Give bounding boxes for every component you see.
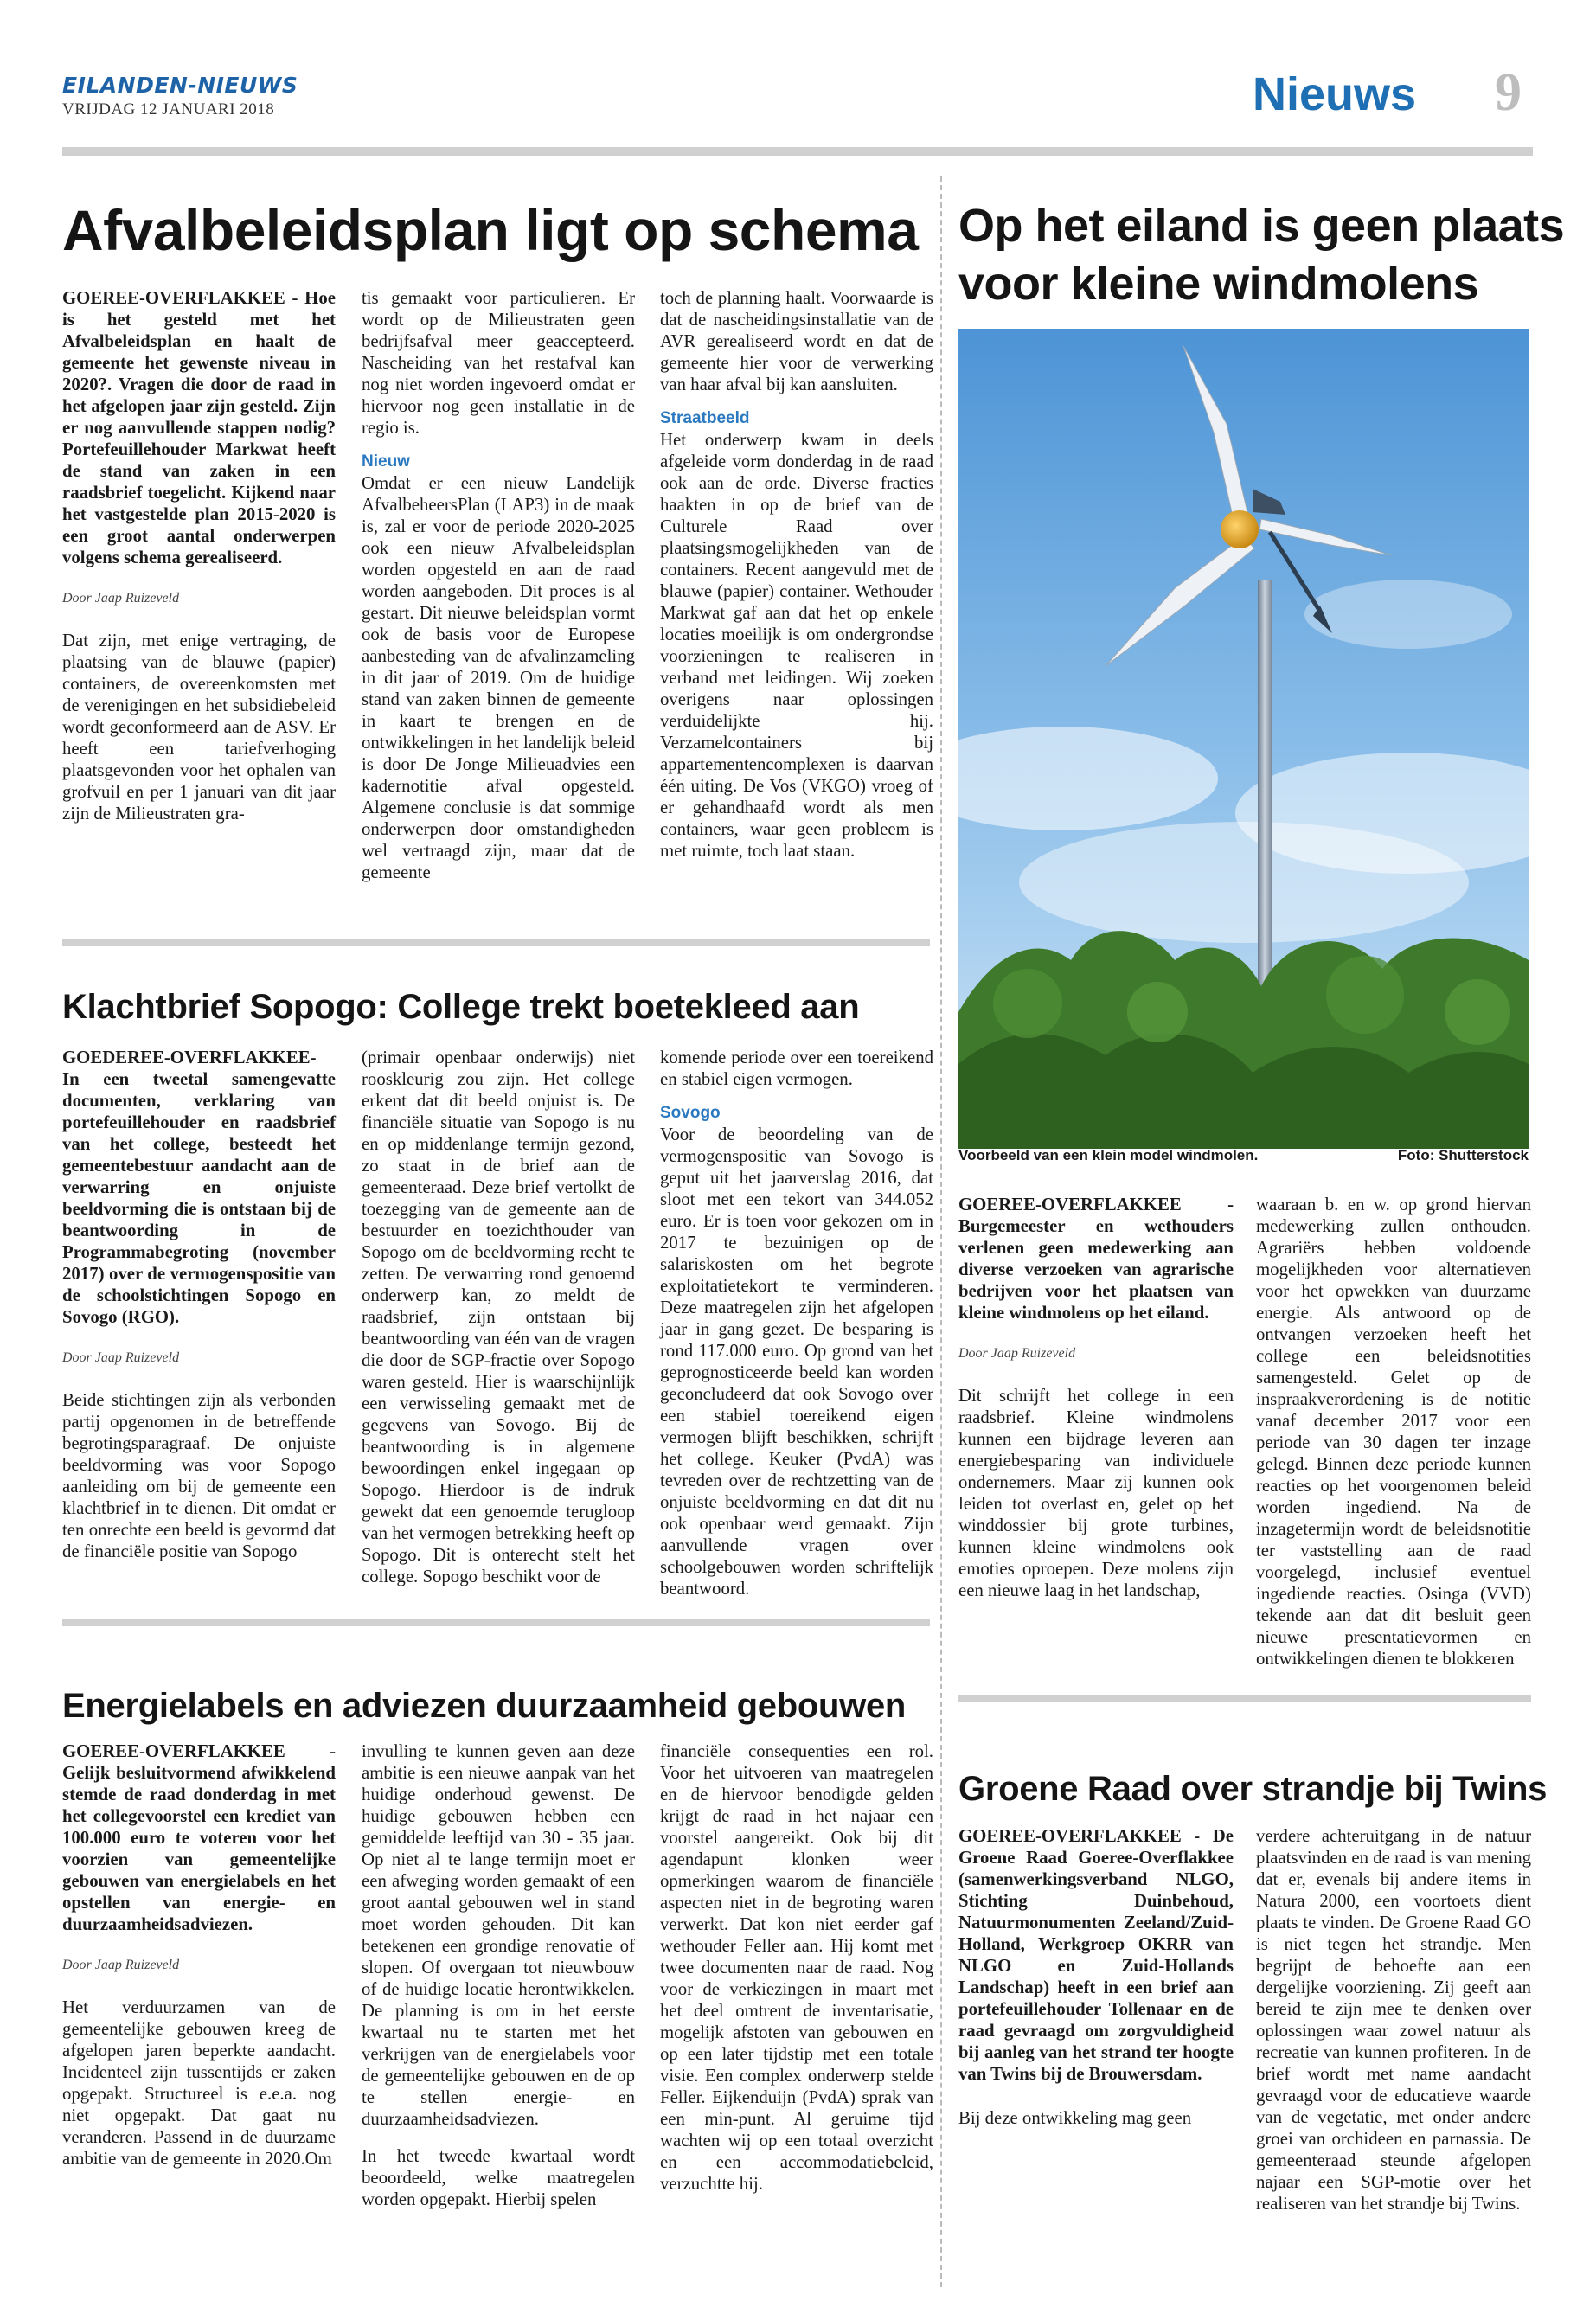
article-title-energielabels: Energielabels en adviezen duurzaamheid gebouwen <box>62 1687 907 1725</box>
article-title-klachtbrief: Klachtbrief Sopogo: College trekt boetekleed aan <box>62 988 860 1026</box>
photo-credit: Foto: Shutterstock <box>1397 1147 1529 1163</box>
photo-caption <box>958 1147 1529 1164</box>
article-rule <box>62 939 930 946</box>
issue-date: VRIJDAG 12 JANUARI 2018 <box>62 100 275 119</box>
article4-byline: Door Jaap Ruizeveld <box>958 1346 1076 1361</box>
article3-col2 <box>362 1740 635 2210</box>
article1-col2 <box>362 287 635 883</box>
article2-byline: Door Jaap Ruizeveld <box>62 1350 180 1365</box>
article3-col2-body-b: In het tweede kwartaal wordt beoordeeld, welke maatregelen worden opgepakt. Hierbij spelen <box>362 2146 635 2209</box>
article4-lead: GOEREE-OVERFLAKKEE - Burgemeester en wethouders verlenen geen medewerking aan diverse verzoeken van agrarische bedrijven voor het plaatsen van kleine windmolens op het eiland. <box>958 1195 1234 1323</box>
article4-col2-body: waaraan b. en w. op grond hiervan medewerking zullen onthouden. Agrariërs hebben voldoende mogelijkheden voor alternatieven voor het opwekken van duurzame energie. Als antwoord op de ontvangen verzoeken heeft het college een beleidsnotities samengesteld. Gelet op de inspraakverordening is de notitie vanaf december 2017 voor een periode van 30 dagen ter inzage gelegd. Binnen deze periode kunnen reacties op het voorgenomen beleid worden ingediend. Na de inzagetermijn wordt de beleidsnotitie ter vaststelling aan de raad voorgelegd, inclusief eventuel ingediende reacties. Osinga (VVD) tekende aan dat dit besluit geen nieuwe presentatievormen en ontwikkelingen dienen te blokkeren <box>1256 1195 1531 1669</box>
article3-col3 <box>660 1740 933 2195</box>
article2-lead: GOEDEREE-OVERFLAKKEE- In een tweetal samengevatte documenten, verklaring van portefeuillehouder en raadsbrief van het college, besteedt het gemeentebestuur aandacht aan de verwarring en onjuiste beeldvorming die is ontstaan bij de beantwoording in de Programmabegroting (november 2017) over de vermogenspositie van de schoolstichtingen Sopogo en Sovogo (RGO). <box>62 1048 336 1327</box>
windmill-illustration <box>958 329 1529 1149</box>
article3-lead: GOEREE-OVERFLAKKEE - Gelijk besluitvormend afwikkelend stemde de raad donderdag in met het collegevoorstel een krediet van 100.000 euro te voteren voor het voorzien van gemeentelijke gebouwen van energielabels en het opstellen van energie- en duurzaamheidsadviezen. <box>62 1741 336 1934</box>
article5-col1-body: Bij deze ontwikkeling mag geen <box>958 2108 1192 2128</box>
article1-subhead-straatbeeld: Straatbeeld <box>660 409 750 427</box>
article3-col1 <box>62 1740 336 2170</box>
article5-col1 <box>958 1825 1234 2129</box>
caption-text: Voorbeeld van een klein model windmolen. <box>958 1147 1259 1163</box>
article2-col3-body: Voor de beoordeling van de vermogenspositie van Sovogo is geput uit het jaarverslag 2016, dat sloot met een tekort van 344.052 euro. Er is toen voor gekozen om in 2017 te bezuinigen op de salariskosten om het begrote exploitatietekort te verminderen. Deze maatregelen zijn het afgelopen jaar in gang gezet. De besparing is rond 117.000 euro. Op grond van het geprognosticeerde beeld kan worden geconcludeerd dat ook Sovogo over een stabiel toereikend eigen vermogen blijft beschikken, schrijft het college. Keuker (PvdA) was tevreden over de rechtzetting van de onjuiste beeldvorming en dat dit nu ook openbaar werd gemaakt. Zijn aanvullende vragen over schoolgebouwen worden schriftelijk beantwoord. <box>660 1125 933 1599</box>
article-rule <box>958 1695 1531 1702</box>
article4-col1-body: Dit schrijft het college in een raadsbrief. Kleine windmolens kunnen een bijdrage leveren aan energiebesparing van individuele ondernemers. Maar zij kunnen ook leiden tot overlast en, gelet op het winddossier bij grote turbines, kunnen kleine windmolens ook emoties oproepen. Deze molens zijn een nieuwe laag in het landschap, <box>958 1386 1234 1600</box>
article4-col2 <box>1256 1194 1531 1670</box>
article1-lead: GOEREE-OVERFLAKKEE - Hoe is het gesteld met het Afvalbeleidsplan en haalt de gemeente het gewenste niveau in 2020?. Vragen die door de raad in het afgelopen jaar zijn gesteld. Zijn er nog aanvullende stappen nodig? Portefeuillehouder Markwat heeft de stand van zaken in een raadsbrief toegelicht. Kijkend naar het vastgestelde plan 2015-2020 is een groot aantal onderwerpen volgens schema gerealiseerd. <box>62 288 336 567</box>
article1-col1 <box>62 287 336 824</box>
article2-col3 <box>660 1047 933 1599</box>
article5-lead: GOEREE-OVERFLAKKEE - De Groene Raad Goeree-Overflakkee (samenwerkingsverband NLGO, Stichting Duinbehoud, Natuurmonumenten Zeeland/Zuid-Holland, Werkgroep OKRR van NLGO en Zuid-Hollands Landschap) heeft in een brief aan portefeuillehouder Tollenaar en de raad gevraagd om zorgvuldigheid bij aanleg van het strand ter hoogte van Twins bij de Brouwersdam. <box>958 1826 1234 2084</box>
column-divider <box>940 176 942 2287</box>
section-title: Nieuws <box>1253 68 1417 120</box>
article1-col2-intro: tis gemaakt voor particulieren. Er wordt op de Milieustraten geen bedrijfsafval meer geaccepteerd. Nascheiding van het restafval kan nog niet worden ingevoerd omdat er hiervoor nog geen installatie in de regio is. <box>362 288 635 438</box>
masthead-logo: EILANDEN-NIEUWS <box>62 73 298 98</box>
page-number: 9 <box>1495 63 1522 122</box>
article2-col2 <box>362 1047 635 1587</box>
article3-col2-body: invulling te kunnen geven aan deze ambitie is een nieuwe aanpak van het huidige onderhoud gewenst. De huidige gebouwen hebben een gemiddelde leeftijd van 30 - 35 jaar. Op niet al te lange termijn moet er een afweging worden gemaakt of een groot aantal gebouwen wel in stand moet worden gehouden. Dit kan betekenen een grondige renovatie of slopen. Of overgaan tot nieuwbouw of de huidige locatie herontwikkelen. De planning is om in het eerste kwartaal nu te starten met het verkrijgen van de energielabels voor de gemeentelijke gebouwen en de op te stellen energie- en duurzaamheidsadviezen. <box>362 1741 635 2129</box>
windmill-photo <box>958 329 1529 1149</box>
article4-col1 <box>958 1194 1234 1601</box>
article1-subhead-nieuw: Nieuw <box>362 452 410 471</box>
article1-col1-body: Dat zijn, met enige vertraging, de plaatsing van de blauwe (papier) containers, de overeenkomsten met de verenigingen en het subsidiebeleid wordt geconformeerd aan de ASV. Er heeft een tariefverhoging plaatsgevonden voor het ophalen van grofvuil en per 1 januari van dit jaar zijn de Milieustraten gra- <box>62 631 336 824</box>
article-rule <box>62 1619 930 1626</box>
article2-col3-intro: komende periode over een toereikend en stabiel eigen vermogen. <box>660 1048 933 1089</box>
article1-col3 <box>660 287 933 862</box>
article1-col3-body: Het onderwerp kwam in deels afgeleide vorm donderdag in de raad ook aan de orde. Diverse fracties haakten in op de brief van de Culturele Raad over plaatsingsmogelijkheden van de containers. Recent aangevuld met de blauwe (papier) container. Wethouder Markwat gaf aan dat het op enkele locaties moeilijk is om ondergrondse voorzieningen te realiseren in verband met leidingen. Wij zoeken overigens naar oplossingen verduidelijkte hij. Verzamelcontainers bij appartementencomplexen is daarvan één uiting. De Vos (VKGO) vroeg of er gehandhaafd wordt als men containers, waar geen probleem is met ruimte, toch laat staan. <box>660 430 933 861</box>
article3-col1-body: Het verduurzamen van de gemeentelijke gebouwen kreeg de afgelopen jaren beperkte aandacht. Incidenteel zijn tussentijds er zaken opgepakt. Structureel is e.e.a. nog niet opgepakt. Dat gaat nu veranderen. Passend in de duurzame ambitie van de gemeente in 2020.Om <box>62 1997 336 2169</box>
article2-col1 <box>62 1047 336 1562</box>
article5-col2 <box>1256 1825 1531 2214</box>
article1-byline: Door Jaap Ruizeveld <box>62 591 180 606</box>
article5-col2-body: verdere achteruitgang in de natuur plaatsvinden en de raad is van mening dat er, evenals bij andere items in Natura 2000, een voortoets dient plaats te vinden. De Groene Raad GO is niet tegen het strandje. Men begrijpt de behoefte aan een dergelijke voorziening. Zij geeft aan bereid te zijn mee te denken over oplossingen waar zowel natuur als recreatie van kunnen profiteren. In de brief wordt met name aandacht gevraagd voor de educatieve waarde van de vegetatie, met onder andere groei van orchideen en parnassia. De gemeenteraad steunde afgelopen najaar een SGP-motie over het realiseren van het strandje bij Twins. <box>1256 1826 1531 2214</box>
article-title-windmolens: Op het eiland is geen plaats voor kleine windmolens <box>958 200 1565 310</box>
header-rule <box>62 147 1533 156</box>
article-title-groene-raad: Groene Raad over strandje bij Twins <box>958 1770 1548 1808</box>
article2-col2-body: (primair openbaar onderwijs) niet rooskleurig zou zijn. Het college erkent dat dit beeld onjuist is. De financiële situatie van Sopogo is nu en op middenlange termijn gezond, zo staat in de brief aan de gemeenteraad. Deze brief vertolkt de toezegging van de gemeente aan de bestuurder en toezichthouder van Sopogo om de beeldvorming recht te zetten. De verwarring rond genoemd onderwerp kan, zo meldt de raadsbrief, zijn ontstaan bij beantwoording van één van de vragen die door de SGP-fractie over Sopogo waren gesteld. Hier is waarschijnlijk een verwisseling gemaakt met de gegevens van Sovogo. Bij de beantwoording is in algemene bewoordingen enkel ingegaan op Sopogo. Hierdoor is de indruk gewekt dat een genoemde terugloop van het vermogen betrekking heeft op Sopogo. Dit is onterecht stelt het college. Sopogo beschikt voor de <box>362 1048 635 1586</box>
article2-col1-body: Beide stichtingen zijn als verbonden partij opgenomen in de betreffende begrotingsparagraaf. De onjuiste beeldvorming was voor Sopogo aanleiding om bij de gemeente een klachtbrief in te dienen. Dit omdat er ten onrechte een beeld is gevormd dat de financiële positie van Sopogo <box>62 1390 336 1561</box>
article2-subhead-sovogo: Sovogo <box>660 1104 721 1122</box>
article1-col2-body: Omdat er een nieuw Landelijk AfvalbeheersPlan (LAP3) in de maak is, zal er voor de periode 2020-2025 ook een nieuw Afvalbeleidsplan worden opgesteld en aan de raad worden aangeboden. Dit proces is al gestart. Dit nieuwe beleidsplan vormt ook de basis voor de Europese aanbesteding van de afvalinzameling in dit jaar of 2019. Om de huidige stand van zaken binnen de gemeente in kaart te brengen en de ontwikkelingen in het landelijk beleid is door De Jonge Milieuadvies een kadernotitie afval opgesteld. Algemene conclusie is dat sommige onderwerpen door omstandigheden wel vertraagd zijn, maar dat de gemeente <box>362 473 635 882</box>
article3-col3-body: financiële consequenties een rol. Voor het uitvoeren van maatregelen en de hiervoor benodigde gelden krijgt de raad in het najaar een voorstel aangereikt. Ook bij dit agendapunt klonken weer opmerkingen waarom de financiële aspecten niet in de begroting waren verwerkt. Dat kon niet eerder gaf wethouder Feller aan. Hij komt met twee documenten naar de raad. Nog voor de verkiezingen in maart met het deel omtrent de inventarisatie, mogelijk afstoten van gebouwen en op een later tijdstip met een totale visie. Een complex onderwerp stelde Feller. Eijkenduijn (PvdA) sprak van een min-punt. Al geruime tijd wachten wij op een totaal overzicht en een accommodatiebeleid, verzuchtte hij. <box>660 1741 933 2194</box>
article1-col3-intro: toch de planning haalt. Voorwaarde is dat de nascheidingsinstallatie van de AVR gerealiseerd wordt en dat de gemeente hier voor de verwerking van haar afval bij kan aansluiten. <box>660 288 933 394</box>
article-title-afvalbeleidsplan: Afvalbeleidsplan ligt op schema <box>62 198 919 262</box>
article3-byline: Door Jaap Ruizeveld <box>62 1958 180 1972</box>
